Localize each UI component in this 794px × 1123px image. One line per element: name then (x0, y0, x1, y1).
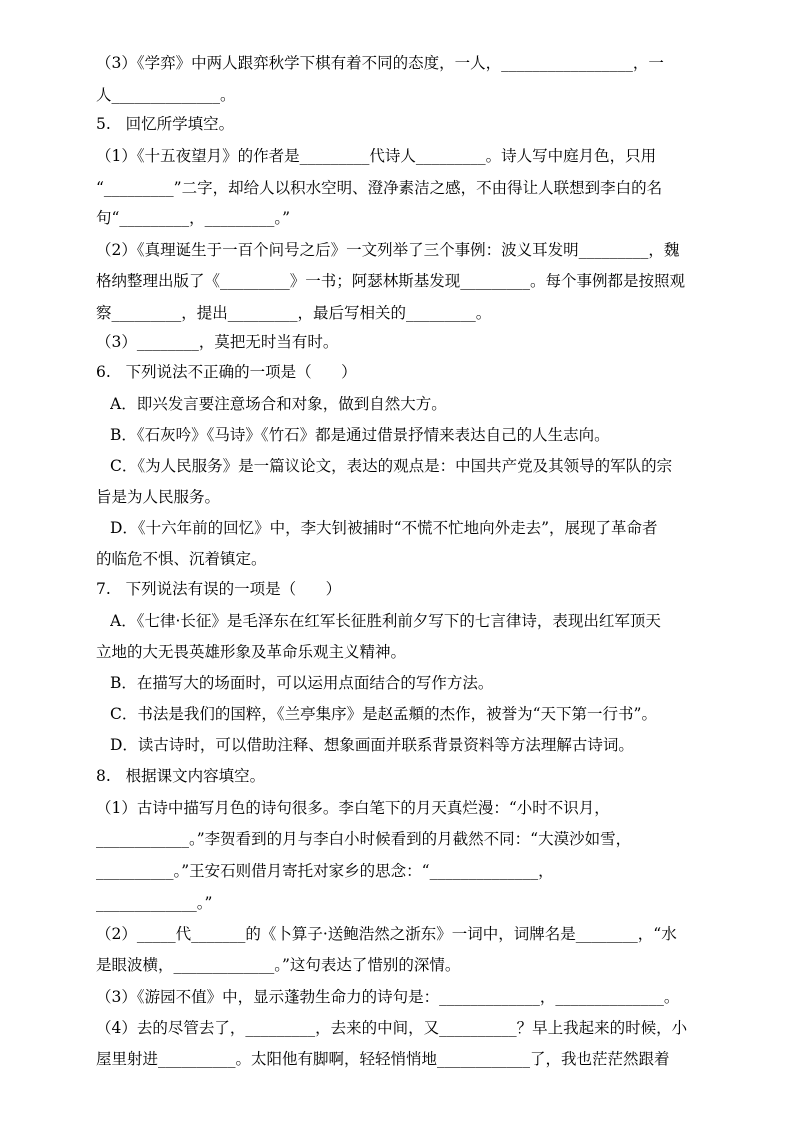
text-line: 察_________，提出_________，最后写相关的_________。 (96, 304, 492, 322)
text-line: C．《为人民服务》是一篇议论文，表达的观点是：中国共产党及其领导的军队的宗 (110, 457, 673, 475)
text-line: _____________。” (96, 894, 213, 912)
text-line: 8. 根据课文内容填空。 (96, 767, 266, 785)
text-line: 格纳整理出版了《_________》一书；阿瑟林斯基发现_________。每个事例都是按照观 (96, 272, 686, 290)
text-line: （4）去的尽管去了，_________，去来的中间，又__________？早上我起来的时候，小 (96, 1019, 688, 1037)
text-line: 6. 下列说法不正确的一项是（ ） (96, 363, 357, 381)
text-line: 的临危不惧、沉着镇定。 (96, 550, 267, 568)
text-line: 7. 下列说法有误的一项是（ ） (96, 580, 342, 598)
text-line: （3）《学弈》中两人跟弈秋学下棋有着不同的态度，一人，_________________，一 (96, 54, 664, 72)
text-line: （2）_____代_______的《卜算子·送鲍浩然之浙东》一词中，词牌名是________，“水 (96, 925, 677, 943)
text-line: “_________”二字，却给人以积水空明、澄净素洁之感，不由得让人联想到李白的名 (96, 179, 663, 197)
text-line: C．书法是我们的国粹，《兰亭集序》是赵孟頫的杰作，被誉为“天下第一行书”。 (110, 705, 657, 723)
text-line: 5. 回忆所学填空。 (96, 115, 235, 133)
text-line: 立地的大无畏英雄形象及革命乐观主义精神。 (96, 643, 407, 661)
text-line: （2）《真理诞生于一百个问号之后》一文列举了三个事例：波义耳发明_________，魏 (96, 241, 680, 259)
text-line: 屋里射进__________。太阳他有脚啊，轻轻悄悄地____________了，我也茫茫然跟着 (96, 1050, 670, 1068)
text-line: （1）古诗中描写月色的诗句很多。李白笔下的月天真烂漫：“小时不识月， (96, 799, 610, 817)
text-line: （3）________，莫把无时当有时。 (96, 333, 339, 351)
text-line: D．读古诗时，可以借助注释、想象画面并联系背景资料等方法理解古诗词。 (110, 736, 634, 754)
text-line: （1）《十五夜望月》的作者是_________代诗人_________。诗人写中庭月色，只用 (96, 147, 657, 165)
text-line: （3）《游园不值》中，显示蓬勃生命力的诗句是：_____________，______________。 (96, 988, 680, 1006)
text-line: 是眼波横，_____________。”这句表达了惜别的深情。 (96, 956, 461, 974)
text-line: A．即兴发言要注意场合和对象，做到自然大方。 (110, 395, 447, 413)
text-line: B．在描写大的场面时，可以运用点面结合的写作方法。 (110, 674, 494, 692)
text-line: D．《十六年前的回忆》中，李大钊被捕时“不慌不忙地向外走去”，展现了革命者 (110, 519, 658, 537)
text-line: A．《七律·长征》是毛泽东在红军长征胜利前夕写下的七言律诗，表现出红军顶天 (110, 612, 661, 630)
text-line: 人______________。 (96, 86, 236, 104)
text-line: 旨是为人民服务。 (96, 488, 221, 506)
text-line: ____________。”李贺看到的月与李白小时候看到的月截然不同：“大漠沙如雪， (96, 830, 632, 848)
text-line: 句“_________，_________。” (96, 209, 291, 227)
text-line: __________。”王安石则借月寄托对家乡的思念：“______________， (96, 862, 554, 880)
text-line: B．《石灰吟》《马诗》《竹石》都是通过借景抒情来表达自己的人生志向。 (110, 426, 610, 444)
